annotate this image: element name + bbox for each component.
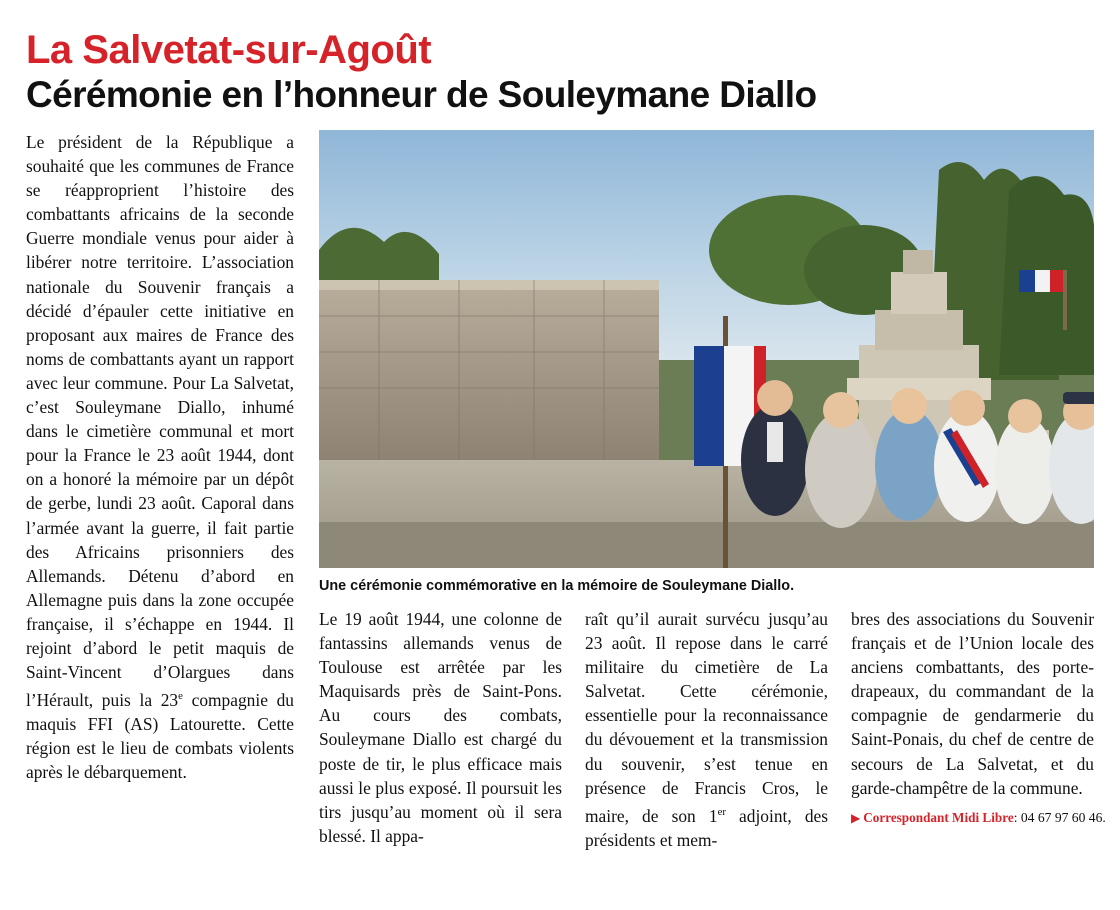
- article-kicker: La Salvetat-sur-Agoût: [26, 28, 432, 72]
- lower-columns: [319, 607, 1106, 852]
- correspondent-name: Correspondant Midi Libre: [863, 809, 1014, 825]
- photo-caption: Une cérémonie commémorative en la mémoire de Souleymane Diallo.: [319, 578, 795, 594]
- photo-block: [319, 130, 1094, 595]
- body-column-2: [585, 607, 828, 852]
- correspondent-phone: 04 67 97 60 46.: [1020, 809, 1106, 825]
- ceremony-photo: [319, 130, 1094, 568]
- lead-paragraph: Le président de la République a souhaité que les communes de France se réapproprient l’histoire des combattants africains de la seconde Guerre mondiale venus pour aider à libérer notre territoire. L’association nationale du Souvenir français a décidé d’épauler cette initiative en proposant aux maires de France des noms de combattants ayant un rapport avec leur commune. Pour La Salvetat, c’est Souleymane Diallo, inhumé dans le cimetière communal et mort pour la France le 23 août 1944, dont on a honoré la mémoire par un dépôt de gerbe, lundi 23 août. Caporal dans l’armée avant la guerre, il fait partie des Africains prisonniers des Allemands. Détenu d’abord en Allemagne puis dans la zone occupée française, il s’échappe en 1944. Il rejoint d’abord le petit maquis de Saint-Vincent d’Olargues dans l’Hérault, puis la 23e compagnie du maquis FFI (AS) Latourette. Cette région est le lieu de combats violents après le débarquement.: [26, 132, 294, 783]
- body-paragraph-1: Le 19 août 1944, une colonne de fantassins allemands venus de Toulouse est arrêtée par les Maquisards près de Saint-Pons. Au cours des combats, Souleymane Diallo est chargé du poste de tir, le plus efficace mais aussi le plus exposé. Il poursuit les tirs jusqu’au moment où il sera blessé. Il appa-: [319, 609, 562, 846]
- body-column-1: [319, 607, 562, 852]
- body-paragraph-2: raît qu’il aurait survécu jusqu’au 23 août. Il repose dans le carré militaire du cimetière de La Salvetat. Cette cérémonie, essentielle pour la reconnaissance du dévouement et la transmission du souvenir, s’est tenue en présence de Francis Cros, le maire, de son 1er adjoint, des présidents et mem-: [585, 609, 828, 850]
- byline-signature: [851, 809, 1106, 827]
- body-paragraph-3: bres des associations du Souvenir français et de l’Union locale des anciens combattants, des porte-drapeaux, du commandant de la compagnie de gendarmerie du Saint-Ponais, du chef de centre de secours de La Salvetat, et du garde-champêtre de la commune.: [851, 609, 1094, 798]
- triangle-marker-icon: ▶: [851, 810, 861, 825]
- body-column-3: [851, 607, 1106, 852]
- article-headline: Cérémonie en l’honneur de Souleymane Diallo: [26, 74, 817, 115]
- article-body: [26, 130, 1106, 870]
- lead-column: [26, 130, 294, 784]
- byline-separator: :: [1013, 809, 1018, 825]
